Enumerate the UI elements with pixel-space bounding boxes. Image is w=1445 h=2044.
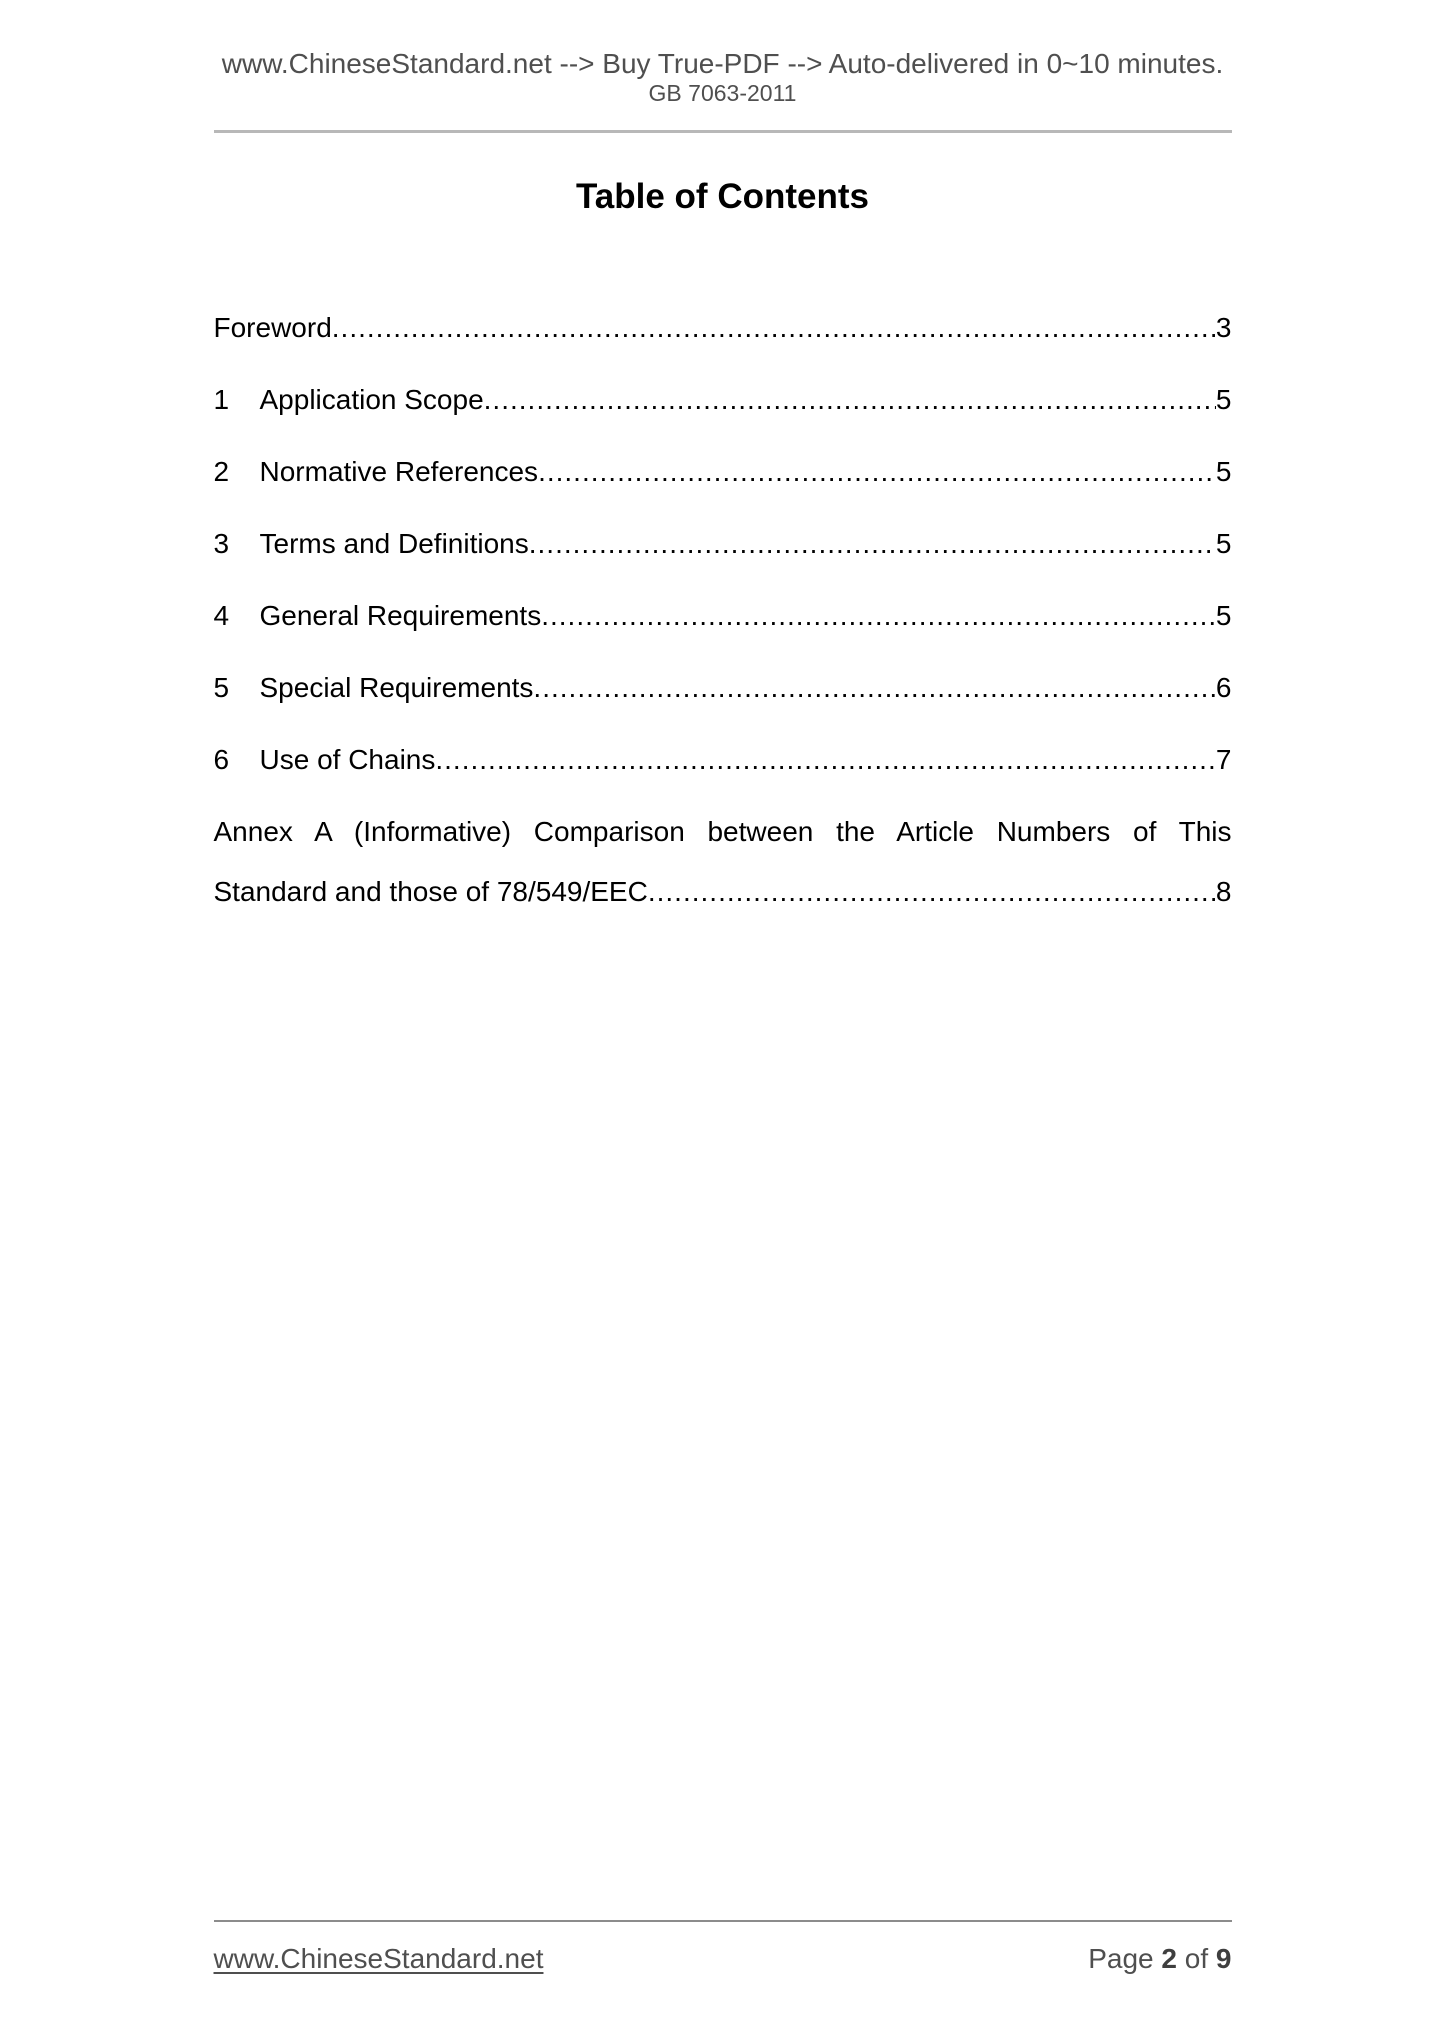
page-word: Page — [1088, 1943, 1154, 1974]
annex-title-line2 — [214, 875, 1232, 909]
leader-dots — [332, 311, 1216, 345]
leader-dots — [484, 383, 1216, 417]
leader-dots — [533, 671, 1216, 705]
toc-entry-page: 3 — [1215, 312, 1232, 343]
promo-banner-text: www.ChineseStandard.net --> Buy True-PDF --> Auto-delivered in 0~10 minutes. — [221, 48, 1224, 79]
toc-entry-number: 1 — [213, 384, 230, 415]
table-of-contents — [214, 311, 1232, 909]
page-title: Table of Contents — [576, 177, 869, 216]
toc-entry-normative-references — [214, 455, 1232, 489]
toc-entry-number: 2 — [213, 456, 230, 487]
toc-entry-label: Application Scope — [259, 384, 484, 415]
leader-dots — [538, 455, 1216, 489]
toc-entry-number: 3 — [213, 528, 230, 559]
toc-entry-label: Foreword — [213, 312, 332, 343]
toc-entry-special-requirements — [214, 671, 1232, 705]
toc-entry-page: 5 — [1215, 456, 1232, 487]
page-footer — [0, 1920, 1445, 1976]
toc-entry-number: 6 — [213, 744, 230, 775]
page-header — [0, 0, 1445, 133]
leader-dots — [648, 875, 1216, 909]
toc-entry-page: 5 — [1215, 384, 1232, 415]
toc-entry-label: Terms and Definitions — [259, 528, 529, 559]
toc-entry-general-requirements — [214, 599, 1232, 633]
toc-entry-page: 6 — [1215, 672, 1232, 703]
footer-divider — [214, 1920, 1232, 1922]
total-page-count: 9 — [1215, 1943, 1232, 1974]
annex-title-line1: Annex A (Informative) Comparison between the Article Numbers of This — [213, 816, 1232, 847]
toc-entry-page: 7 — [1215, 744, 1232, 775]
site-link[interactable]: www.ChineseStandard.net — [213, 1943, 544, 1974]
toc-entry-label: Special Requirements — [259, 672, 534, 703]
toc-entry-page: 5 — [1215, 528, 1232, 559]
toc-entry-annex-a — [214, 815, 1232, 909]
leader-dots — [435, 743, 1216, 777]
toc-entry-page: 5 — [1215, 600, 1232, 631]
toc-entry-label: Use of Chains — [259, 744, 436, 775]
header-divider — [214, 130, 1232, 133]
of-word: of — [1184, 1943, 1209, 1974]
toc-entry-label: General Requirements — [259, 600, 542, 631]
toc-entry-terms-and-definitions — [214, 527, 1232, 561]
annex-line2-text: Standard and those of 78/549/EEC — [213, 876, 648, 907]
leader-dots — [541, 599, 1216, 633]
toc-entry-use-of-chains — [214, 743, 1232, 777]
toc-entry-foreword — [214, 311, 1232, 345]
toc-entry-label: Normative References — [259, 456, 539, 487]
toc-entry-page: 8 — [1215, 876, 1232, 907]
page-indicator — [1088, 1942, 1231, 1976]
toc-entry-number: 5 — [213, 672, 230, 703]
leader-dots — [529, 527, 1216, 561]
current-page-number: 2 — [1161, 1943, 1177, 1974]
toc-entry-application-scope — [214, 383, 1232, 417]
toc-entry-number: 4 — [213, 600, 230, 631]
standard-number: GB 7063-2011 — [648, 80, 797, 106]
